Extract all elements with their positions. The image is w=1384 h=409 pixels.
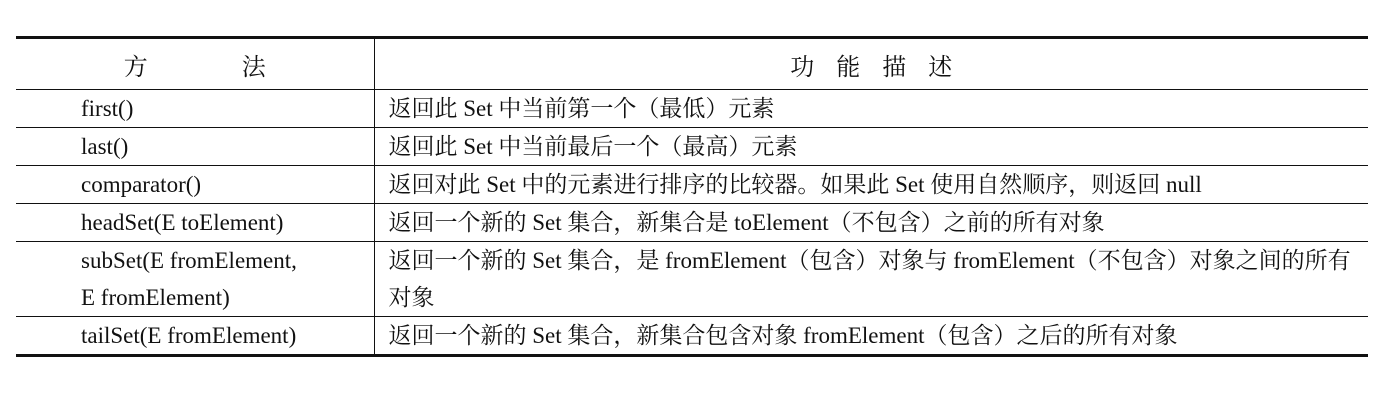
description-cell: 返回一个新的 Set 集合，是 fromElement（包含）对象与 fromElement（不包含）对象之间的所有对象 [374, 242, 1368, 317]
description-cell: 返回对此 Set 中的元素进行排序的比较器。如果此 Set 使用自然顺序，则返回 null [374, 166, 1368, 204]
table-row [16, 317, 1368, 356]
table-row [16, 90, 1368, 128]
description-cell: 返回一个新的 Set 集合，新集合包含对象 fromElement（包含）之后的所有对象 [374, 317, 1368, 356]
table-row [16, 242, 1368, 317]
method-column-header: 方 法 [123, 54, 310, 81]
method-table [16, 36, 1368, 357]
description-column-header: 功 能 描 述 [374, 38, 1368, 90]
table-header-row [16, 38, 1368, 90]
description-cell: 返回此 Set 中当前最后一个（最高）元素 [374, 128, 1368, 166]
description-cell: 返回此 Set 中当前第一个（最低）元素 [374, 90, 1368, 128]
table-row [16, 128, 1368, 166]
method-cell: headSet(E toElement) [81, 210, 284, 235]
method-cell: first() [81, 96, 134, 121]
method-cell: tailSet(E fromElement) [81, 323, 297, 348]
method-cell: comparator() [81, 172, 202, 197]
method-table-container [16, 36, 1368, 357]
method-cell: last() [81, 134, 129, 159]
table-row [16, 204, 1368, 242]
method-cell: subSet(E fromElement, E fromElement) [81, 248, 297, 310]
table-row [16, 166, 1368, 204]
description-cell: 返回一个新的 Set 集合，新集合是 toElement（不包含）之前的所有对象 [374, 204, 1368, 242]
